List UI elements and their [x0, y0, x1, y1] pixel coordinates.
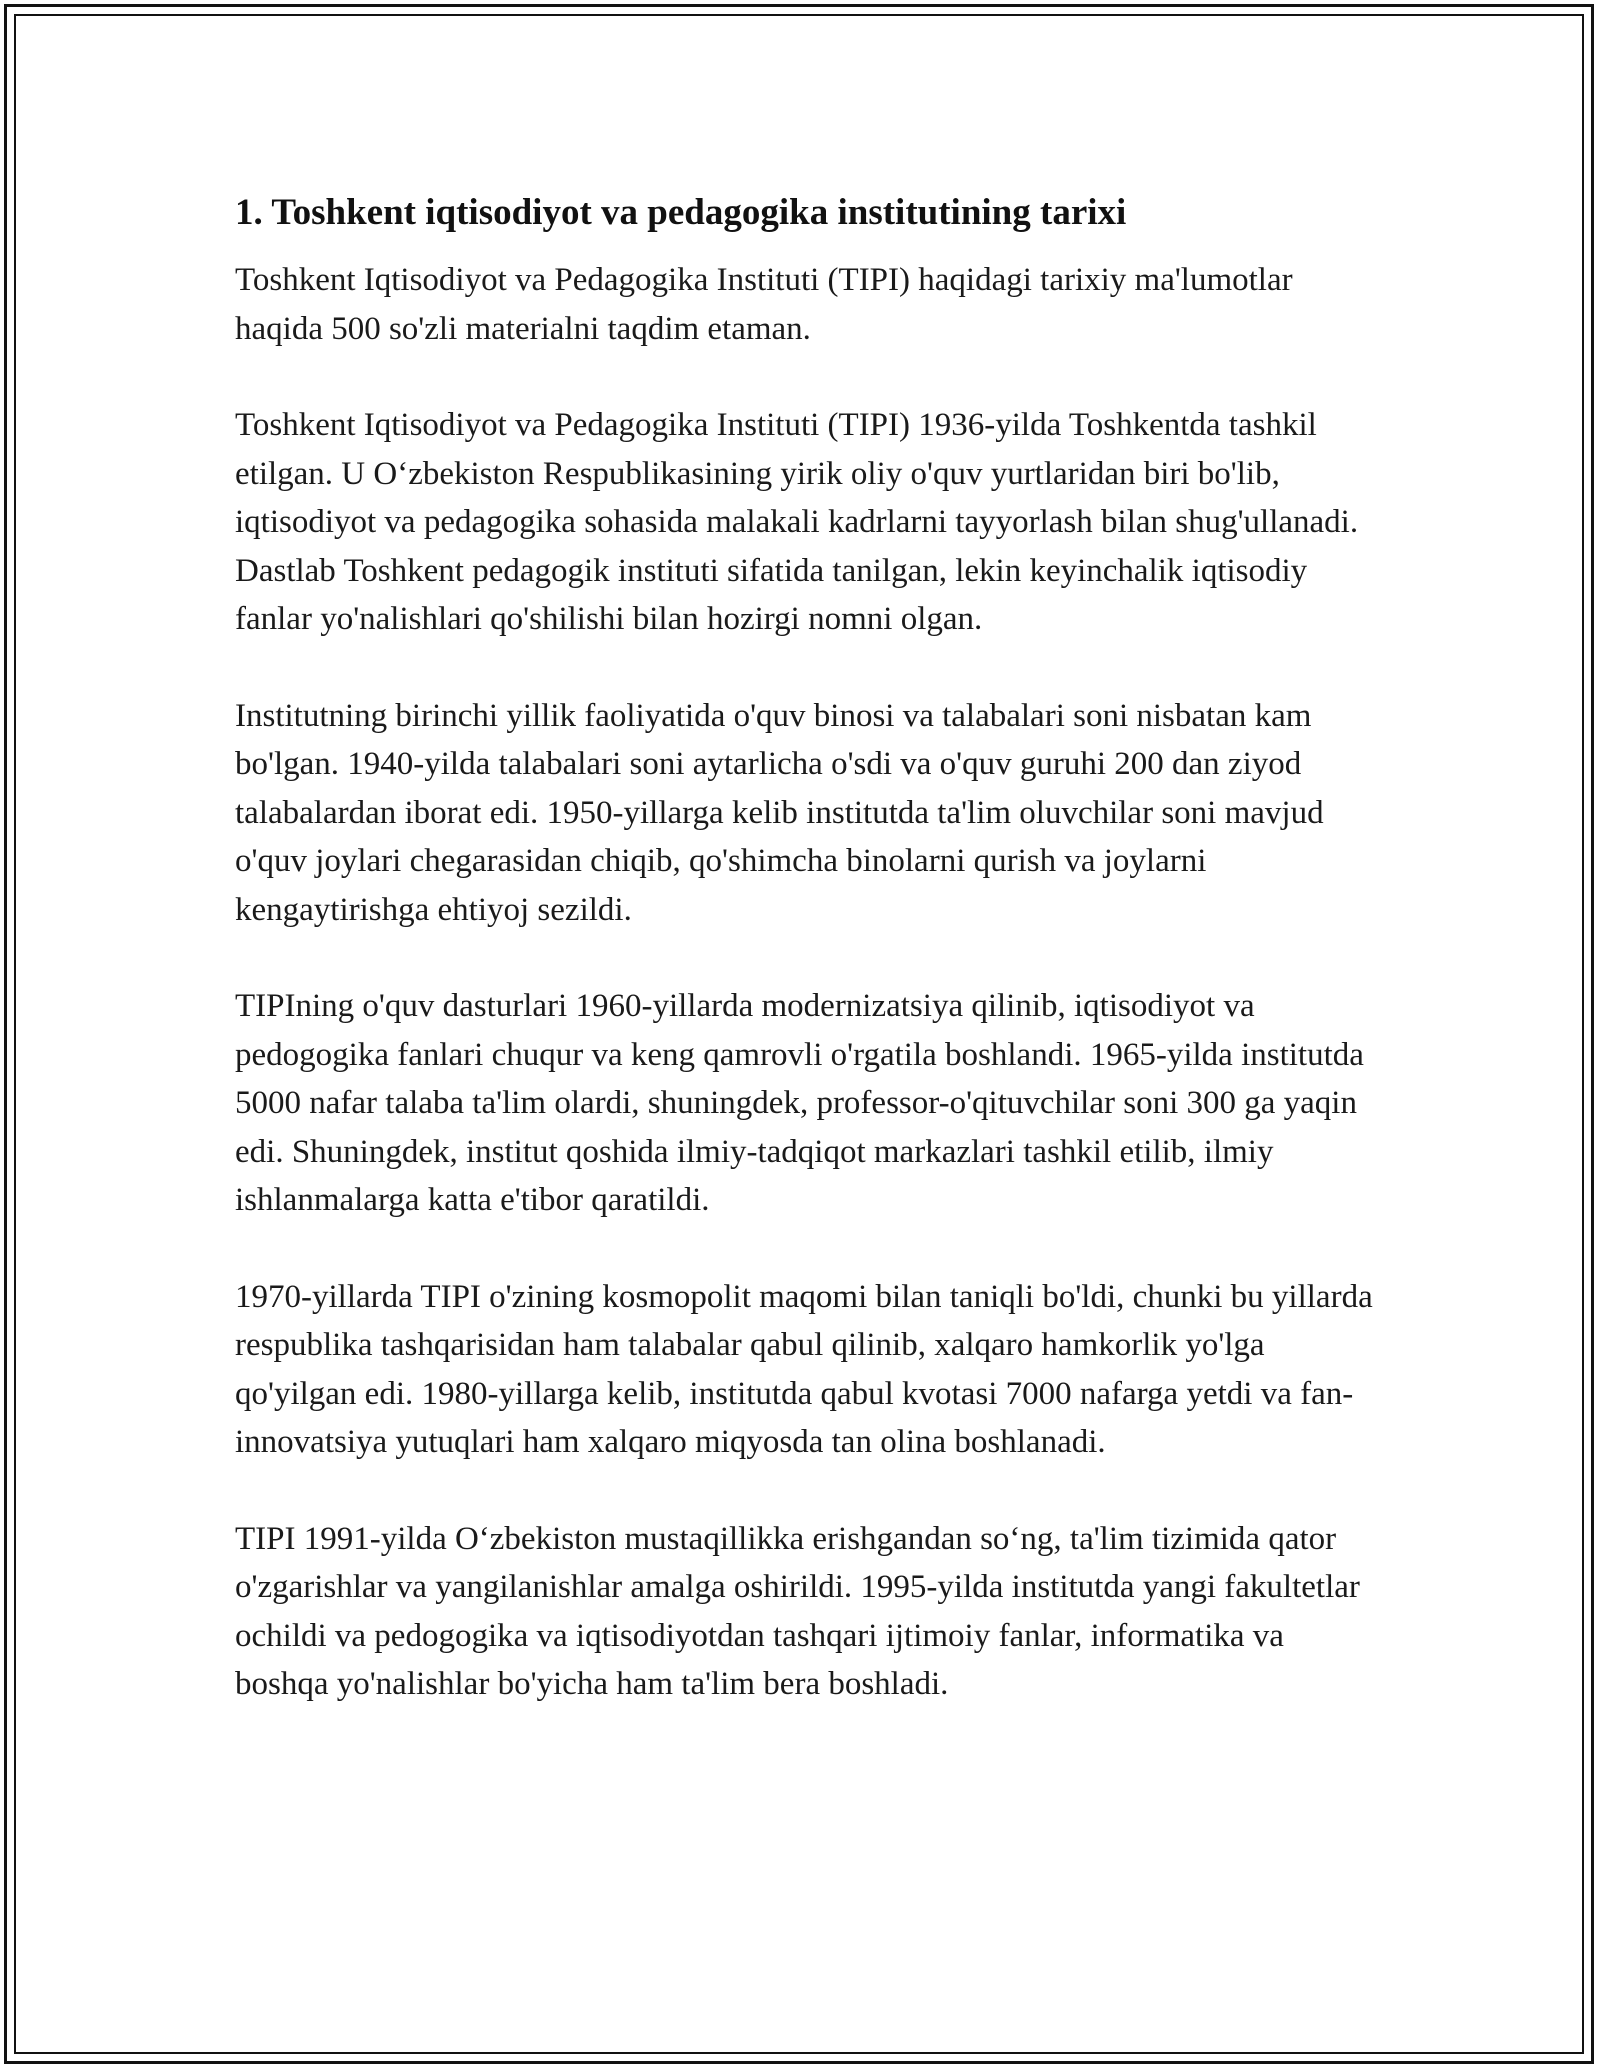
paragraph-1970s: 1970-yillarda TIPI o'zining kosmopolit maqomi bilan taniqli bo'ldi, chunki bu yillarda respublika tashqarisidan ham talabalar qabul qilinib, xalqaro hamkorlik yo'lga qo'yilgan edi. 1980-yillarga kelib, institutda qabul kvotasi 7000 nafarga yetdi va fan-innovatsiya yutuqlari ham xalqaro miqyosda tan olina boshlanadi.: [235, 1278, 1373, 1460]
paragraph-independence: TIPI 1991-yilda O‘zbekiston mustaqillikka erishgandan so‘ng, ta'lim tizimida qator o'zgarishlar va yangilanishlar amalga oshirildi. 1995-yilda institutda yangi fakultetlar ochildi va pedogogika va iqtisodiyotdan tashqari ijtimoiy fanlar, informatika va boshqa yo'nalishlar bo'yicha ham ta'lim bera boshladi.: [235, 1520, 1360, 1702]
paragraph-intro: Toshkent Iqtisodiyot va Pedagogika Instituti (TIPI) haqidagi tarixiy ma'lumotlar haqida 500 so'zli materialni taqdim etaman.: [235, 262, 1293, 347]
paragraph-early-years: Institutning birinchi yillik faoliyatida o'quv binosi va talabalari soni nisbatan kam bo'lgan. 1940-yilda talabalari soni aytarlicha o'sdi va o'quv guruhi 200 dan ziyod talabalardan iborat edi. 1950-yillarga kelib institutda ta'lim oluvchilar soni mavjud o'quv joylari chegarasidan chiqib, qo'shimcha binolarni qurish va joylarni kengaytirishga ehtiyoj sezildi.: [235, 697, 1324, 928]
paragraph-founding: Toshkent Iqtisodiyot va Pedagogika Instituti (TIPI) 1936-yilda Toshkentda tashkil etilgan. U O‘zbekiston Respublikasining yirik oliy o'quv yurtlaridan biri bo'lib, iqtisodiyot va pedagogika sohasida malakali kadrlarni tayyorlash bilan shug'ullanadi. Dastlab Toshkent pedagogik instituti sifatida tanilgan, lekin keyinchalik iqtisodiy fanlar yo'nalishlari qo'shilishi bilan hozirgi nomni olgan.: [235, 407, 1359, 637]
document-body: [235, 188, 1385, 1757]
document-title: 1. Toshkent iqtisodiyot va pedagogika institutining tarixi: [235, 192, 1127, 233]
paragraph-1960s: TIPIning o'quv dasturlari 1960-yillarda modernizatsiya qilinib, iqtisodiyot va pedogogika fanlari chuqur va keng qamrovli o'rgatila boshlandi. 1965-yilda institutda 5000 nafar talaba ta'lim olardi, shuningdek, professor-o'qituvchilar soni 300 ga yaqin edi. Shuningdek, institut qoshida ilmiy-tadqiqot markazlari tashkil etilib, ilmiy ishlanmalarga katta e'tibor qaratildi.: [235, 988, 1364, 1218]
